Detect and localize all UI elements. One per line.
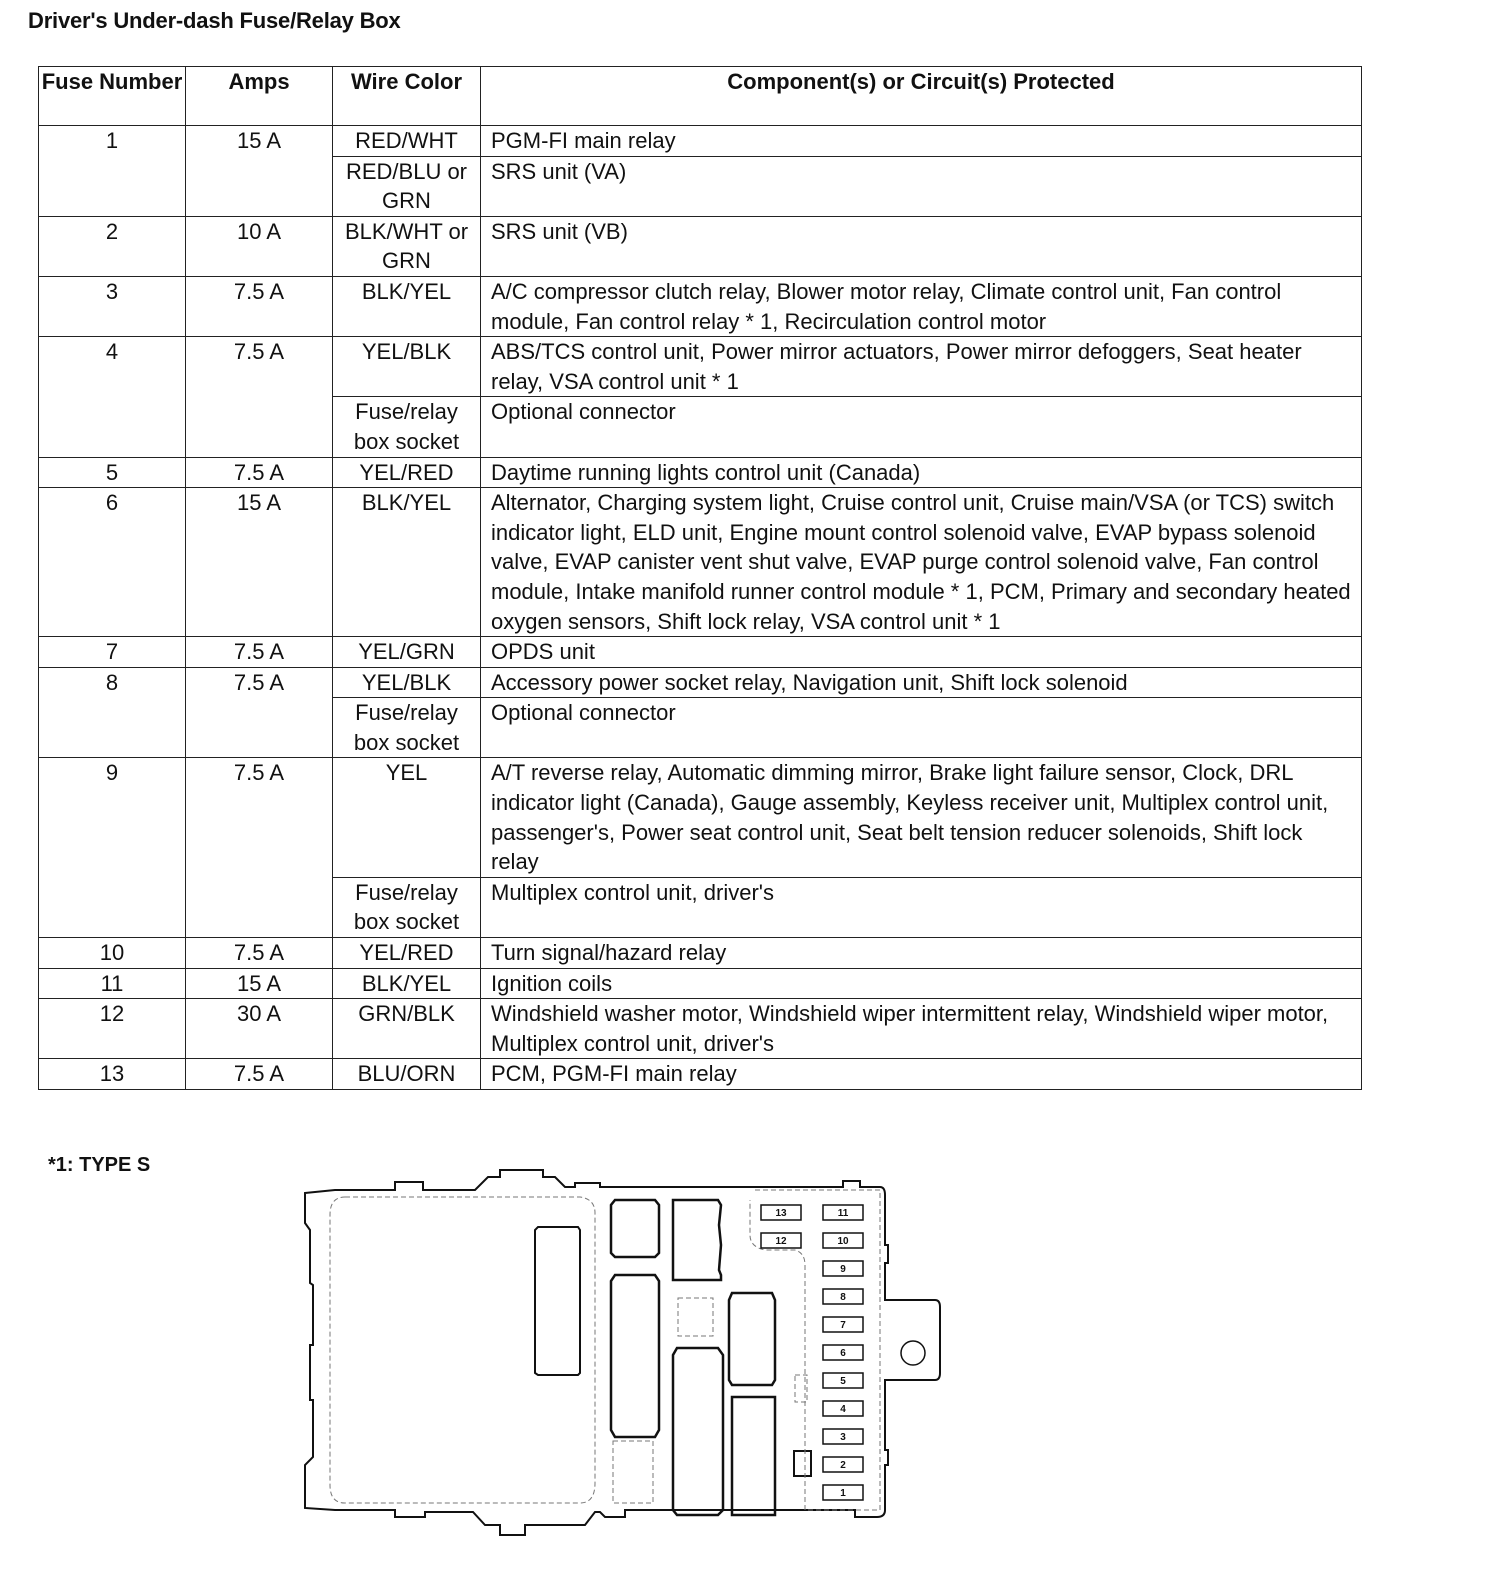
table-row [39, 758, 1362, 877]
table-row [39, 667, 1362, 698]
header-amps: Amps [186, 67, 333, 126]
svg-text:8: 8 [840, 1292, 846, 1303]
wire-color: RED/BLU or GRN [333, 156, 481, 216]
fuse-amps: 15 A [186, 968, 333, 999]
fuse-number: 2 [39, 216, 186, 276]
fuse-slot-9 [823, 1261, 863, 1276]
relay-slot [535, 1227, 580, 1375]
fuse-table [38, 66, 1362, 1090]
table-row [39, 1059, 1362, 1090]
wire-color: YEL/RED [333, 938, 481, 969]
fuse-amps: 15 A [186, 488, 333, 637]
table-row [39, 637, 1362, 668]
fuse-number: 5 [39, 457, 186, 488]
fuse-amps: 7.5 A [186, 938, 333, 969]
fuse-number: 3 [39, 276, 186, 336]
svg-text:2: 2 [840, 1460, 846, 1471]
wire-color: YEL [333, 758, 481, 877]
fuse-amps: 15 A [186, 126, 333, 217]
relay-slot [729, 1293, 775, 1385]
component-protected: Optional connector [481, 698, 1362, 758]
fuse-amps: 7.5 A [186, 1059, 333, 1090]
component-protected: A/C compressor clutch relay, Blower motor relay, Climate control unit, Fan control module, Fan control relay * 1, Recirculation control motor [481, 276, 1362, 336]
header-component: Component(s) or Circuit(s) Protected [481, 67, 1362, 126]
wire-color: Fuse/relay box socket [333, 877, 481, 937]
component-protected: Daytime running lights control unit (Canada) [481, 457, 1362, 488]
svg-text:10: 10 [837, 1236, 849, 1247]
fuse-slot-12 [761, 1233, 801, 1248]
fuse-number: 11 [39, 968, 186, 999]
component-protected: Accessory power socket relay, Navigation unit, Shift lock solenoid [481, 667, 1362, 698]
fuse-amps: 7.5 A [186, 337, 333, 457]
relay-slot [673, 1348, 723, 1515]
wire-color: BLK/YEL [333, 276, 481, 336]
component-protected: Optional connector [481, 397, 1362, 457]
wire-color: YEL/GRN [333, 637, 481, 668]
table-row [39, 999, 1362, 1059]
fuse-amps: 7.5 A [186, 667, 333, 758]
wire-color: BLU/ORN [333, 1059, 481, 1090]
component-protected: A/T reverse relay, Automatic dimming mirror, Brake light failure sensor, Clock, DRL indicator light (Canada), Gauge assembly, Keyless receiver unit, Multiplex control unit, passenger's, Power seat control unit, Seat belt tension reducer solenoids, Shift lock relay [481, 758, 1362, 877]
table-row [39, 126, 1362, 157]
fuse-slot-3 [823, 1429, 863, 1444]
component-protected: PGM-FI main relay [481, 126, 1362, 157]
fuse-number: 7 [39, 637, 186, 668]
component-protected: Ignition coils [481, 968, 1362, 999]
fuse-slot-2 [823, 1457, 863, 1472]
component-protected: ABS/TCS control unit, Power mirror actuators, Power mirror defoggers, Seat heater relay, VSA control unit * 1 [481, 337, 1362, 397]
wire-color: RED/WHT [333, 126, 481, 157]
wire-color: GRN/BLK [333, 999, 481, 1059]
fuse-slot-11 [823, 1205, 863, 1220]
diode-slot [794, 1451, 811, 1476]
fuse-box-diagram [295, 1165, 955, 1545]
header-wire-color: Wire Color [333, 67, 481, 126]
table-row [39, 457, 1362, 488]
component-protected: Alternator, Charging system light, Cruise control unit, Cruise main/VSA (or TCS) switch indicator light, ELD unit, Engine mount control solenoid valve, EVAP bypass solenoid valve, EVAP canister vent shut valve, EVAP purge control solenoid valve, Fan control module, Intake manifold runner control module * 1, PCM, Primary and secondary heated oxygen sensors, Shift lock relay, VSA control unit * 1 [481, 488, 1362, 637]
fuse-number: 9 [39, 758, 186, 938]
table-row [39, 337, 1362, 397]
fuse-slot-10 [823, 1233, 863, 1248]
table-row [39, 968, 1362, 999]
svg-text:4: 4 [840, 1404, 846, 1415]
fuse-amps: 10 A [186, 216, 333, 276]
wire-color: Fuse/relay box socket [333, 698, 481, 758]
relay-slot [732, 1397, 775, 1515]
fuse-number: 13 [39, 1059, 186, 1090]
table-row [39, 488, 1362, 637]
footnote: *1: TYPE S [48, 1154, 151, 1176]
wire-color: BLK/YEL [333, 488, 481, 637]
inner-outline [330, 1197, 595, 1503]
table-header-row [39, 67, 1362, 126]
wire-color: YEL/BLK [333, 337, 481, 397]
table-row [39, 938, 1362, 969]
component-protected: Turn signal/hazard relay [481, 938, 1362, 969]
table-row [39, 216, 1362, 276]
mounting-hole-icon [901, 1341, 925, 1365]
fuse-amps: 7.5 A [186, 457, 333, 488]
table-row [39, 276, 1362, 336]
fuse-number: 4 [39, 337, 186, 457]
relay-slot [673, 1200, 721, 1280]
svg-text:3: 3 [840, 1432, 846, 1443]
fuse-slot-1 [823, 1485, 863, 1500]
fuse-slot-6 [823, 1345, 863, 1360]
svg-text:11: 11 [837, 1208, 849, 1219]
svg-text:6: 6 [840, 1348, 846, 1359]
header-fuse-number: Fuse Number [39, 67, 186, 126]
fuse-amps: 30 A [186, 999, 333, 1059]
fuse-number: 1 [39, 126, 186, 217]
relay-slot [611, 1275, 659, 1437]
fuse-slot-13 [761, 1205, 801, 1220]
component-protected: SRS unit (VB) [481, 216, 1362, 276]
fuse-slot-4 [823, 1401, 863, 1416]
wire-color: BLK/YEL [333, 968, 481, 999]
fuse-number: 10 [39, 938, 186, 969]
component-protected: OPDS unit [481, 637, 1362, 668]
svg-text:1: 1 [840, 1488, 846, 1499]
wire-color: YEL/BLK [333, 667, 481, 698]
component-protected: Windshield washer motor, Windshield wiper intermittent relay, Windshield wiper motor, Multiplex control unit, driver's [481, 999, 1362, 1059]
svg-text:12: 12 [775, 1236, 787, 1247]
fuse-number: 6 [39, 488, 186, 637]
fuse-slot-8 [823, 1289, 863, 1304]
component-protected: SRS unit (VA) [481, 156, 1362, 216]
wire-color: YEL/RED [333, 457, 481, 488]
fuse-number: 8 [39, 667, 186, 758]
svg-text:9: 9 [840, 1264, 846, 1275]
component-protected: Multiplex control unit, driver's [481, 877, 1362, 937]
wire-color: Fuse/relay box socket [333, 397, 481, 457]
fuse-number: 12 [39, 999, 186, 1059]
svg-text:13: 13 [775, 1208, 787, 1219]
fuse-amps: 7.5 A [186, 276, 333, 336]
page-title: Driver's Under-dash Fuse/Relay Box [28, 8, 401, 33]
svg-text:7: 7 [840, 1320, 846, 1331]
fuse-amps: 7.5 A [186, 637, 333, 668]
fuse-slot-7 [823, 1317, 863, 1332]
svg-text:5: 5 [840, 1376, 846, 1387]
fuse-slot-5 [823, 1373, 863, 1388]
component-protected: PCM, PGM-FI main relay [481, 1059, 1362, 1090]
wire-color: BLK/WHT or GRN [333, 216, 481, 276]
fuse-amps: 7.5 A [186, 758, 333, 938]
relay-slot [611, 1200, 659, 1257]
